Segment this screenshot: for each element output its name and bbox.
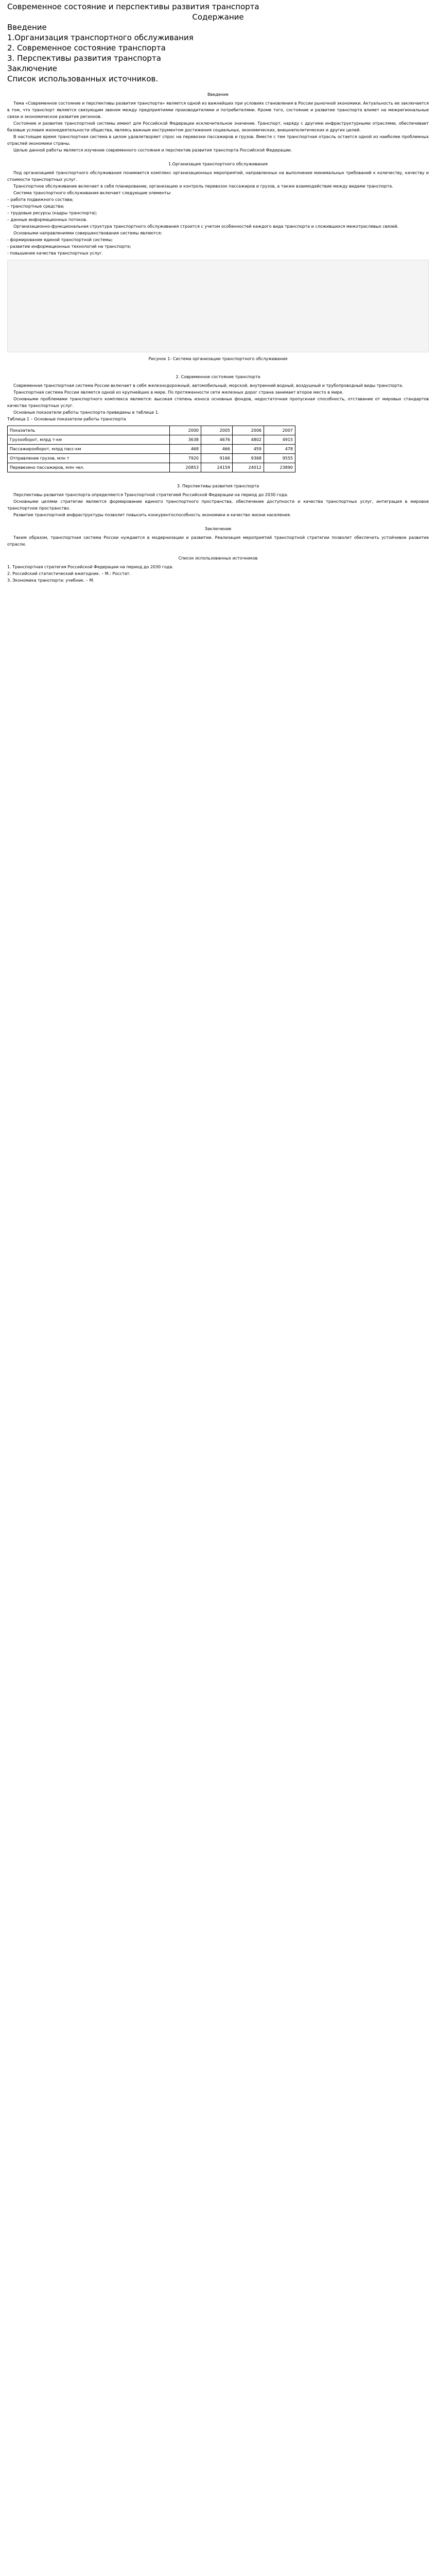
toc-item[interactable]: Введение: [7, 23, 47, 32]
table-header-row: [8, 426, 295, 435]
table-cell: 4802: [233, 435, 264, 445]
toc-item[interactable]: 2. Современное состояние транспорта: [7, 43, 166, 53]
table-cell: 4676: [201, 435, 233, 445]
paragraph: Развитие транспортной инфраструктуры позволит повысить конкурентоспособность экономики и качество жизни населения.: [13, 513, 291, 517]
table-header-cell: Показатель: [8, 426, 170, 435]
paragraph: Организационно-функциональная структура транспортного обслуживания строится с учетом особенностей каждого вида транспорта и сложившихся межотраслевых связей.: [13, 224, 399, 229]
table-header-cell: 2007: [264, 426, 295, 435]
table-cell: 468: [170, 445, 201, 454]
paragraph: Под организацией транспортного обслуживания понимается комплекс организационных мероприятий, направленных на выполнение минимальных требований к количеству, качеству и стоимости транспортных услуг.: [7, 171, 429, 182]
table-row: [8, 454, 295, 463]
paragraph: Основные показатели работы транспорта приведены в таблице 1.: [13, 410, 160, 415]
list-item: - формирование единой транспортной системы;: [7, 238, 113, 242]
toc-item[interactable]: 3. Перспективы развития транспорта: [7, 54, 161, 63]
table-cell: 7920: [170, 454, 201, 463]
list-item: – данные информационных потоков.: [7, 217, 88, 222]
list-item: - развитие информационных технологий на транспорте;: [7, 244, 131, 249]
table-cell: 4915: [264, 435, 295, 445]
section-title: Введение: [207, 92, 229, 97]
paragraph: Транспортное обслуживание включает в себя планирование, организацию и контроль перевозок пассажиров и грузов, а также взаимодействие между видами транспорта.: [13, 184, 393, 189]
table-cell: 24012: [233, 463, 264, 472]
reference-item: 3. Экономика транспорта: учебник. – М.: [7, 578, 95, 583]
reference-item: 2. Российский статистический ежегодник. – М.: Росстат.: [7, 571, 131, 576]
table-cell: Отправление грузов, млн т: [8, 454, 170, 463]
table-cell: 24159: [201, 463, 233, 472]
table-row: [8, 463, 295, 472]
list-item: – транспортные средства;: [7, 204, 64, 209]
toc-item[interactable]: 1.Организация транспортного обслуживания: [7, 33, 194, 42]
table-cell: Перевезено пассажиров, млн чел.: [8, 463, 170, 472]
table-caption: Таблица 1 – Основные показатели работы транспорта: [7, 417, 126, 421]
list-item: – работа подвижного состава;: [7, 197, 74, 202]
paragraph: Основными целями стратегии являются формирование единого транспортного пространства, обеспечение доступности и качества транспортных услуг, интеграция в мировое транспортное пространство.: [7, 499, 429, 511]
table-header-cell: 2006: [233, 426, 264, 435]
table-cell: Грузооборот, млрд т-км: [8, 435, 170, 445]
table-cell: 9368: [233, 454, 264, 463]
section-title: 3. Перспективы развития транспорта: [177, 484, 259, 488]
reference-item: 1. Транспортная стратегия Российской Федерации на период до 2030 года.: [7, 565, 173, 569]
section-title: 1.Организация транспортного обслуживания: [168, 162, 268, 166]
list-item: - повышение качества транспортных услуг.: [7, 251, 103, 256]
table-row: [8, 445, 295, 454]
table-cell: 20853: [170, 463, 201, 472]
paragraph: Основными проблемами транспортного комплекса являются: высокая степень износа основных фондов, недостаточная пропускная способность, отставание от мировых стандартов качества транспортных услуг.: [7, 397, 429, 408]
paragraph: Состояние и развитие транспортной системы имеют для Российской Федерации исключительное значение. Транспорт, наряду с другими инфраструктурными отраслями, обеспечивает базовые условия жизнедеятельности общества, являясь важным инструментом достижения социальных, экономических, внешнеполитических и других целей.: [7, 121, 429, 132]
section-title: 2. Современное состояние транспорта: [176, 375, 260, 379]
paragraph: Транспортная система России является одной из крупнейших в мире. По протяженности сети железных дорог страна занимает второе место в мире.: [13, 390, 344, 395]
paragraph: Таким образом, транспортная система России нуждается в модернизации и развитии. Реализация мероприятий транспортной стратегии позволит обеспечить устойчивое развитие отрасли.: [7, 535, 429, 547]
document-body: [0, 84, 436, 584]
table-row: [8, 435, 295, 445]
document-title: Современное состояние и перспективы развития транспорта: [7, 2, 259, 11]
paragraph: Основными направлениями совершенствования системы являются:: [13, 231, 162, 235]
table-cell: 459: [233, 445, 264, 454]
paragraph: В настоящее время транспортная система в целом удовлетворяет спрос на перевозки пассажиров и грузов. Вместе с тем транспортная отрасль остается одной из наиболее проблемных отраслей экономики страны.: [7, 134, 429, 146]
toc-item[interactable]: Заключение: [7, 64, 57, 73]
table-cell: 9166: [201, 454, 233, 463]
paragraph: Целью данной работы является изучение современного состояния и перспектив развития транспорта Российской Федерации.: [13, 148, 292, 152]
table-header-cell: 2005: [201, 426, 233, 435]
toc-item[interactable]: Список использованных источников.: [7, 74, 159, 83]
table-cell: 466: [201, 445, 233, 454]
paragraph: Тема «Современное состояние и перспективы развития транспорта» является одной из важнейших при условиях становления в России рыночной экономики. Актуальность ее заключается в том, что транспорт является связующим звеном между предприятиями производителями и потребителями. Кроме того, состояние и развитие транспорта влияет на межрегиональные связи и экономическое развитие регионов.: [7, 101, 429, 119]
figure-caption: Рисунок 1- Система организации транспортного обслуживания: [148, 357, 288, 361]
table-cell: 23890: [264, 463, 295, 472]
figure-placeholder: [7, 260, 429, 352]
section-title: Список использованных источников: [178, 556, 258, 561]
table-header-cell: 2000: [170, 426, 201, 435]
table-cell: 478: [264, 445, 295, 454]
section-title: Заключение: [204, 527, 232, 531]
contents-title: Содержание: [192, 12, 244, 22]
paragraph: Система транспортного обслуживания включает следующие элементы:: [13, 191, 172, 195]
table-cell: 9555: [264, 454, 295, 463]
paragraph: Перспективы развития транспорта определяются Транспортной стратегией Российской Федерации на период до 2030 года.: [13, 493, 288, 497]
data-table: [7, 426, 295, 472]
table-cell: 3638: [170, 435, 201, 445]
paragraph: Современная транспортная система России включает в себя железнодорожный, автомобильный, морской, внутренний водный, воздушный и трубопроводный виды транспорта.: [13, 383, 404, 388]
table-cell: Пассажирооборот, млрд пасс-км: [8, 445, 170, 454]
list-item: – трудовые ресурсы (кадры транспорта);: [7, 211, 97, 215]
table-of-contents: [0, 22, 436, 84]
